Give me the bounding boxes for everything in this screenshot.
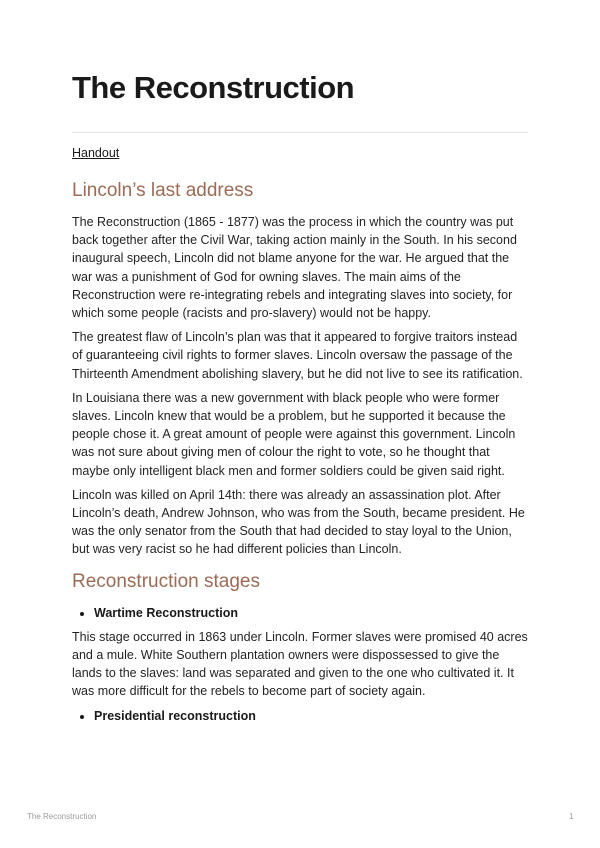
handout-link[interactable]: Handout: [72, 146, 120, 160]
paragraph: In Louisiana there was a new government with black people who were former slaves. Lincoln knew that would be a problem, but he supported it because the people chose it. A great amount of people were against this government. Lincoln was not sure about giving men of colour the right to vote, so he thought that maybe only intelligent black men and former soldiers could be given said right.: [72, 390, 516, 478]
list-item-presidential-reconstruction: • Presidential reconstruction: [94, 707, 528, 725]
section-lincolns-last-address: [72, 176, 528, 559]
title-divider: [72, 132, 528, 133]
section-heading: Reconstruction stages: [72, 570, 260, 592]
document-body: [72, 176, 528, 731]
footer-page-number: 1: [569, 812, 574, 821]
paragraph: Lincoln was killed on April 14th: there was already an assassination plot. After Lincoln’s death, Andrew Johnson, who was from the South, became president. He was the only senator from the South that had decided to stay loyal to the Union, but was very racist so he had different policies than Lincoln.: [72, 487, 525, 557]
document-title: The Reconstruction: [72, 70, 355, 105]
section-reconstruction-stages: [72, 567, 528, 725]
list-item-wartime-reconstruction: • Wartime Reconstruction: [94, 604, 528, 622]
paragraph: The greatest flaw of Lincoln’s plan was that it appeared to forgive traitors instead of guaranteeing civil rights to former slaves. Lincoln oversaw the passage of the Thirteenth Amendment abolishing slavery, but he did not live to see its ratification.: [72, 330, 523, 381]
stage-list: [72, 707, 528, 725]
footer-document-title: The Reconstruction: [27, 812, 97, 821]
stage-list: [72, 604, 528, 622]
paragraph: The Reconstruction (1865 - 1877) was the process in which the country was put back together after the Civil War, taking action mainly in the South. In his second inaugural speech, Lincoln did not blame anyone for the war. He argued that the war was a punishment of God for owning slaves. The main aims of the Reconstruction were re-integrating rebels and integrating slaves into society, for which some people (racists and pro-slavery) would not be happy.: [72, 215, 517, 321]
section-heading: Lincoln’s last address: [72, 180, 254, 201]
paragraph: This stage occurred in 1863 under Lincoln. Former slaves were promised 40 acres and a mule. White Southern plantation owners were dispossessed to give the lands to the slaves: land was separated and given to the one who cultivated it. It was more difficult for the rebels to become part of society again.: [72, 629, 528, 699]
